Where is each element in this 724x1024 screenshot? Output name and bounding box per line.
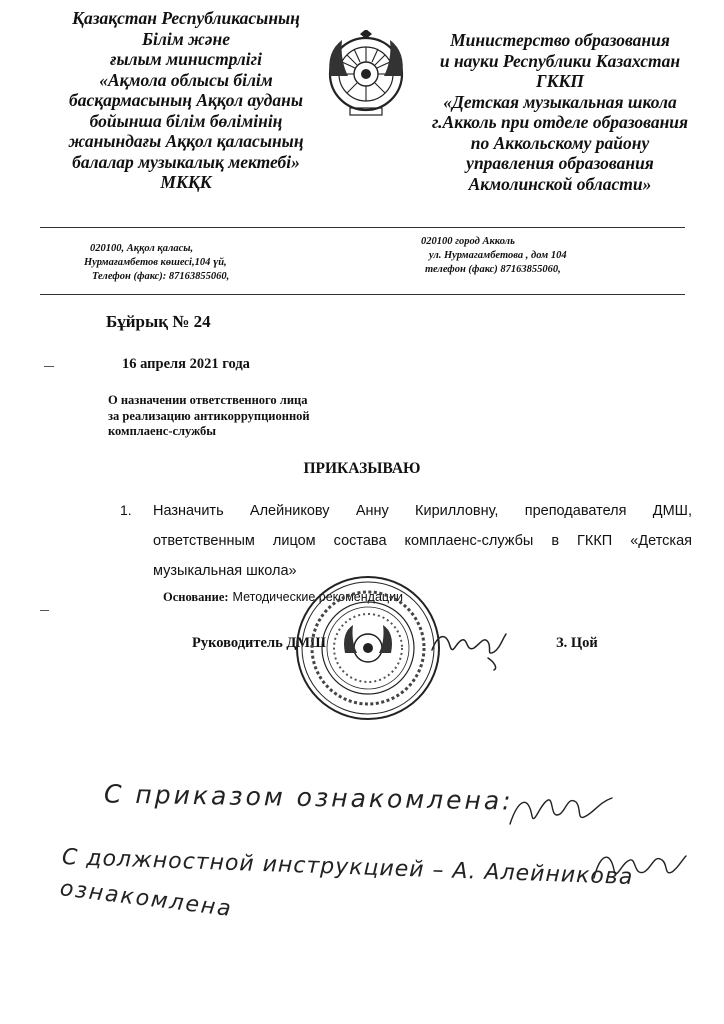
header-ru-line: г.Акколь при отделе образования — [431, 112, 689, 132]
item-line: музыкальная школа» — [153, 563, 297, 579]
header-kz-line: балалар музыкалық мектебі» — [72, 151, 300, 172]
header-ru-line: Министерство образования — [450, 30, 670, 50]
header-ru-line: ГККП — [536, 71, 584, 91]
address-kazakh — [84, 242, 229, 284]
subject-line: комплаенс-службы — [108, 424, 217, 438]
handwritten-signature-icon — [506, 786, 616, 834]
header-divider-top — [40, 227, 685, 228]
address-russian — [421, 235, 567, 277]
header-ru-line: по Аккольскому району — [470, 132, 650, 153]
handwritten-acknowledged: ознакомлена — [58, 876, 235, 923]
state-emblem-icon — [324, 30, 408, 118]
address-kz-line: 020100, Аққол қаласы, — [90, 243, 194, 254]
subject-line: О назначении ответственного лица — [108, 393, 308, 407]
header-ru-line: управления образования — [466, 153, 654, 173]
margin-tick — [40, 610, 49, 611]
header-russian — [410, 30, 710, 194]
handwritten-instruction-acknowledgement: С должностной инструкцией – А. Алейникова — [61, 845, 634, 890]
header-kz-line: Қазақстан Республикасының — [72, 8, 300, 28]
basis-text: Методические рекомендации — [232, 590, 404, 604]
header-kz-line: басқармасының Аққол ауданы — [69, 90, 303, 110]
header-kz-line: ғылым министрлігі — [110, 49, 262, 69]
handwritten-acknowledgement: С приказом ознакомлена: — [103, 779, 514, 816]
header-ru-line: и науки Республики Казахстан — [439, 50, 681, 71]
signatory-label: Руководитель ДМШ — [192, 635, 326, 651]
header-ru-line: «Детская музыкальная школа — [443, 91, 677, 112]
handwritten-signature-icon — [590, 842, 690, 890]
header-divider-bottom — [40, 294, 685, 295]
order-date: 16 апреля 2021 года — [122, 356, 250, 372]
order-heading: ПРИКАЗЫВАЮ — [303, 460, 421, 477]
item-number: 1. — [120, 502, 132, 518]
header-kz-line: Білім және — [141, 28, 231, 49]
round-seal-stamp-icon — [293, 573, 443, 723]
order-title: Бұйрық № 24 — [106, 312, 211, 331]
basis-label: Основание: — [163, 590, 229, 604]
header-ru-line: Акмолинской области» — [468, 173, 652, 194]
address-ru-line: ул. Нурмагамбетова , дом 104 — [429, 250, 567, 261]
header-kz-line: жанындағы Аққол қаласының — [68, 131, 304, 151]
signature-icon — [428, 622, 513, 672]
item-line: Назначить Алейникову Анну Кирилловну, преподавателя ДМШ, — [153, 503, 692, 519]
margin-tick — [44, 366, 54, 367]
header-kz-line: бойынша білім бөлімінің — [89, 110, 283, 131]
address-ru-line: 020100 город Акколь — [421, 236, 515, 247]
address-kz-line: Нурмағамбетов көшесі,104 үй, — [84, 257, 227, 268]
address-kz-line: Телефон (факс): 87163855060, — [92, 271, 230, 282]
header-kz-line: МКҚК — [160, 172, 212, 192]
item-line: ответственным лицом состава комплаенс-службы в ГККП «Детская — [153, 533, 692, 549]
subject-line: за реализацию антикоррупционной — [108, 408, 310, 423]
address-ru-line: телефон (факс) 87163855060, — [425, 264, 561, 275]
header-kazakh — [36, 8, 336, 193]
signatory-name: З. Цой — [556, 635, 598, 651]
order-subject — [108, 393, 310, 440]
header-kz-line: «Ақмола облысы білім — [99, 69, 273, 90]
